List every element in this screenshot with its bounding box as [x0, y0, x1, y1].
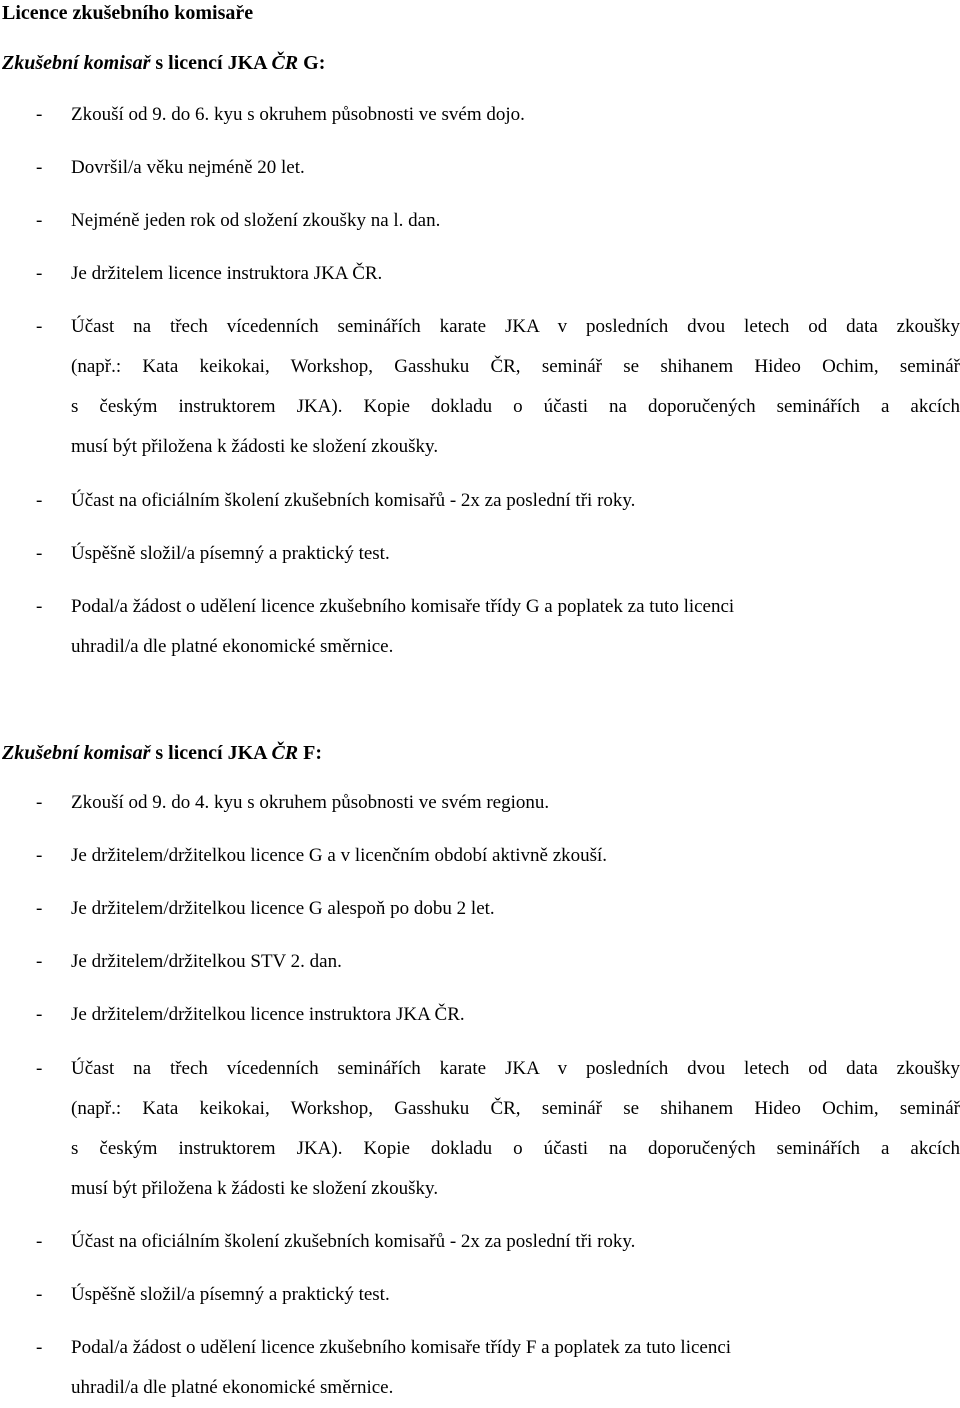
heading-f-rest: s licencí JKA	[150, 742, 272, 764]
list-dash: -	[36, 898, 43, 919]
list-dash: -	[36, 951, 43, 972]
list-item-text: s českým instruktorem JKA). Kopie dokladu o účasti na doporučených seminářích a akcích	[71, 396, 960, 417]
list-dash: -	[36, 210, 43, 231]
section-heading-f	[2, 740, 322, 766]
list-item-text: Je držitelem/držitelkou STV 2. dan.	[71, 951, 342, 972]
list-dash: -	[36, 543, 43, 564]
list-dash: -	[36, 157, 43, 178]
list-dash: -	[36, 1004, 43, 1025]
list-item-text: Podal/a žádost o udělení licence zkušebního komisaře třídy G a poplatek za tuto licenci	[71, 596, 735, 617]
list-dash: -	[36, 1284, 43, 1305]
heading-g-end: G:	[298, 52, 326, 74]
list-item-text: Dovršil/a věku nejméně 20 let.	[71, 157, 305, 178]
list-item-text: Je držitelem licence instruktora JKA ČR.	[71, 263, 383, 284]
list-dash: -	[36, 1231, 43, 1252]
list-item-text: Účast na třech vícedenních seminářích karate JKA v posledních dvou letech od data zkoušky	[71, 316, 960, 337]
heading-g-italic2: ČR	[271, 52, 299, 74]
list-dash: -	[36, 316, 43, 337]
section-heading-g	[2, 50, 325, 76]
list-item-text: s českým instruktorem JKA). Kopie dokladu o účasti na doporučených seminářích a akcích	[71, 1138, 960, 1159]
list-item-text: Úspěšně složil/a písemný a praktický test.	[71, 543, 390, 564]
list-item-text: (např.: Kata keikokai, Workshop, Gasshuku ČR, seminář se shihanem Hideo Ochim, seminář	[71, 356, 960, 377]
list-dash: -	[36, 596, 43, 617]
list-item-text: (např.: Kata keikokai, Workshop, Gasshuku ČR, seminář se shihanem Hideo Ochim, seminář	[71, 1098, 960, 1119]
heading-g-rest: s licencí JKA	[150, 52, 272, 74]
list-item-text: Účast na třech vícedenních seminářích karate JKA v posledních dvou letech od data zkoušky	[71, 1058, 960, 1079]
document-title: Licence zkušebního komisaře	[2, 2, 254, 24]
list-dash: -	[36, 490, 43, 511]
list-item-text: musí být přiložena k žádosti ke složení zkoušky.	[71, 1178, 439, 1199]
list-dash: -	[36, 104, 43, 125]
list-item-text: Zkouší od 9. do 6. kyu s okruhem působnosti ve svém dojo.	[71, 104, 525, 125]
heading-f-end: F:	[298, 742, 323, 764]
list-dash: -	[36, 1337, 43, 1358]
list-dash: -	[36, 1058, 43, 1079]
list-item-text: uhradil/a dle platné ekonomické směrnice.	[71, 1377, 394, 1398]
list-item-text: uhradil/a dle platné ekonomické směrnice.	[71, 636, 394, 657]
list-dash: -	[36, 263, 43, 284]
heading-f-italic2: ČR	[271, 742, 299, 764]
list-item-text: Úspěšně složil/a písemný a praktický test.	[71, 1284, 390, 1305]
list-item-text: Účast na oficiálním školení zkušebních komisařů - 2x za poslední tři roky.	[71, 490, 636, 511]
list-item-text: Je držitelem/držitelkou licence G a v licenčním období aktivně zkouší.	[71, 845, 608, 866]
list-item-text: Zkouší od 9. do 4. kyu s okruhem působnosti ve svém regionu.	[71, 792, 550, 813]
list-item-text: Účast na oficiálním školení zkušebních komisařů - 2x za poslední tři roky.	[71, 1231, 636, 1252]
heading-f-italic: Zkušební komisař	[2, 742, 151, 764]
list-item-text: Podal/a žádost o udělení licence zkušebního komisaře třídy F a poplatek za tuto licenci	[71, 1337, 732, 1358]
heading-g-italic: Zkušební komisař	[2, 52, 151, 74]
list-item-text: Nejméně jeden rok od složení zkoušky na l. dan.	[71, 210, 441, 231]
list-item-text: Je držitelem/držitelkou licence G alespoň po dobu 2 let.	[71, 898, 495, 919]
list-dash: -	[36, 845, 43, 866]
list-item-text: Je držitelem/držitelkou licence instruktora JKA ČR.	[71, 1004, 465, 1025]
list-item-text: musí být přiložena k žádosti ke složení zkoušky.	[71, 436, 439, 457]
list-dash: -	[36, 792, 43, 813]
